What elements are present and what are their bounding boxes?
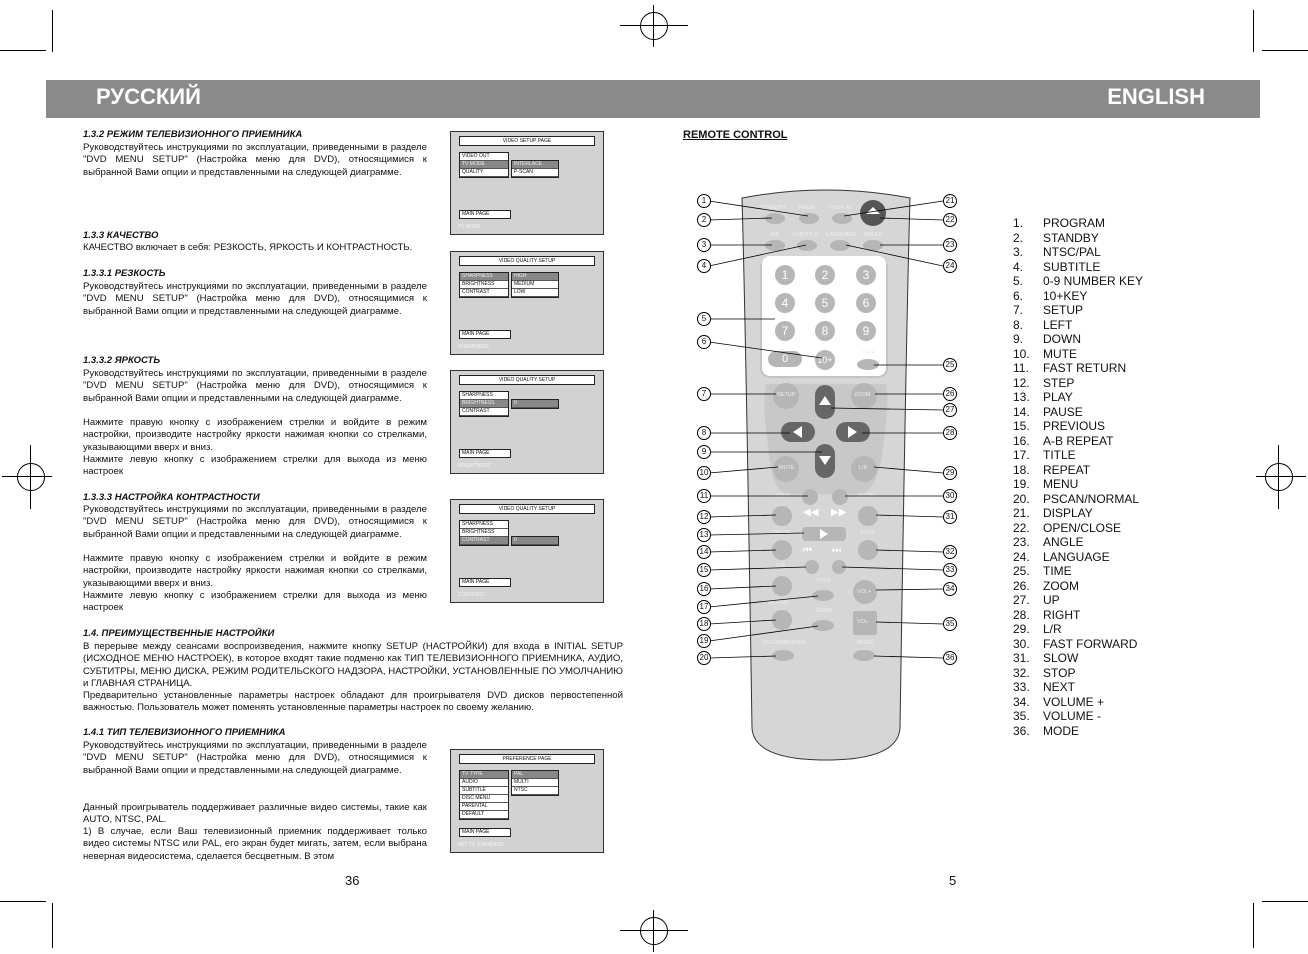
legend-number: 27. [1013, 593, 1030, 607]
section-text: Руководствуйтесь инструкциями по эксплуатации, приведенными в разделе "DVD MENU SETUP" (Настройка меню для DVD), относящимися к выбранной Вами опции и представленными на следующей диаграмме. [83, 142, 427, 178]
legend-item [1013, 419, 1143, 434]
legend-text: 0-9 NUMBER KEY [1043, 274, 1144, 288]
section-title: 1.4. ПРЕИМУЩЕСТВЕННЫЕ НАСТРОЙКИ [83, 628, 275, 639]
legend-item [1013, 245, 1143, 260]
mute-label: MUTE [779, 465, 795, 471]
legend-item [1013, 593, 1143, 608]
legend-number: 21. [1013, 506, 1030, 520]
legend-text: MUTE [1043, 346, 1077, 361]
legend-text: FAST FORWARD [1043, 636, 1138, 651]
pscan-label: PSCAN/NORMAL [763, 640, 808, 646]
section-text: В перерыве между сеансами воспроизведения, нажмите кнопку SETUP (НАСТРОЙКИ) для входа в INITIAL SETUP (ИСХОДНОЕ МЕНЮ НАСТРОЕК), в которое входят такие подменю как ТИП ТЕЛЕВИЗИОННОГО ПРИЕМНИКА, АУДИО, СУБТИТРЫ, МЕНЮ ДИСКА, РЕЖИМ РОДИТЕЛЬСКОГО НАДЗОРА, НАСТРОЙКИ, УСТАНОВЛЕННЫЕ ПО УМОЛЧАНИЮ и ГЛАВНАЯ СТРАНИЦА. [83, 641, 623, 689]
legend-item [1013, 564, 1143, 579]
number-key-2[interactable]: 2 [815, 265, 835, 285]
callout-17: 17 [697, 600, 711, 614]
title-label: TITLE [816, 578, 831, 584]
legend-number: 13. [1013, 390, 1030, 404]
menu-item: CONTRAST [460, 289, 508, 297]
pause-label: PAUSE [773, 530, 792, 536]
legend-text: STOP [1043, 665, 1076, 680]
legend-text: PROGRAM [1043, 216, 1106, 230]
legend-item [1013, 347, 1143, 362]
menu-item: BRIGHTNESS [460, 529, 508, 537]
menu-option: LOW [512, 289, 558, 297]
section-text: Нажмите левую кнопку с изображением стрелки для выхода из меню настроек [83, 590, 427, 614]
section-text: Нажмите левую кнопку с изображением стрелки для выхода из меню настроек [83, 454, 427, 478]
legend-text: ANGLE [1043, 535, 1084, 549]
callout-34: 34 [943, 582, 957, 596]
menu-status: BRIGHTNESS [458, 463, 491, 469]
menu-option: 0 [512, 400, 558, 408]
callout-2: 2 [697, 213, 711, 227]
callout-6: 6 [697, 335, 711, 349]
legend-item [1013, 303, 1143, 318]
legend-number: 24. [1013, 549, 1030, 564]
legend-item [1013, 361, 1143, 376]
legend-number: 23. [1013, 535, 1030, 549]
section-text: Руководствуйтесь инструкциями по эксплуатации, приведенными в разделе "DVD MENU SETUP" (Настройка меню для DVD), относящимися к выбранной Вами опции и представленными на следующей диаграмме. [83, 281, 427, 317]
menu-status: TV MODE [458, 224, 481, 230]
menu-option: PAL [512, 771, 558, 779]
menu-option: 0 [512, 537, 558, 545]
subtitle-label: SUBTITLE [792, 232, 819, 238]
mode-label: MODE [857, 640, 874, 646]
number-key-5[interactable]: 5 [815, 293, 835, 313]
step-label: STEP [775, 493, 790, 499]
legend-number: 26. [1013, 578, 1030, 593]
callout-22: 22 [943, 213, 957, 227]
menu-option: NTSC [512, 787, 558, 795]
display-label: DISPLAY [830, 205, 853, 211]
legend-item [1013, 332, 1143, 347]
callout-19: 19 [697, 634, 711, 648]
legend-number: 6. [1013, 288, 1024, 303]
section-text: Данный проигрыватель поддерживает различные видео системы, такие как AUTO, NTSC, PAL. [83, 802, 427, 826]
menu-item: TV MODE [460, 161, 508, 169]
legend-number: 31. [1013, 651, 1030, 665]
callout-16: 16 [697, 582, 711, 596]
menu-item: CONTRAST [460, 537, 508, 545]
legend-text: PAUSE [1043, 404, 1083, 419]
legend-text: NTSC/PAL [1043, 245, 1101, 259]
legend-text: TIME [1043, 564, 1072, 578]
stop-label: STOP [860, 530, 875, 536]
legend-item [1013, 709, 1143, 724]
callout-18: 18 [697, 617, 711, 631]
legend-number: 36. [1013, 723, 1030, 738]
legend-item [1013, 506, 1143, 521]
legend-number: 11. [1013, 361, 1029, 375]
callout-25: 25 [943, 358, 957, 372]
legend-number: 25. [1013, 564, 1030, 578]
section-text: Предварительно установленные параметры настроек обладают для проигрывателя DVD дисков первостепенной важностью. Пользователь может поменять установленные параметры настроек по своему желанию. [83, 690, 623, 714]
menu-item: CONTRAST [460, 408, 508, 416]
standby-label: STANDBY [761, 205, 787, 211]
ab-label: A-B [776, 563, 786, 569]
slow-label: SLOW [858, 493, 875, 499]
callout-11: 11 [697, 489, 711, 503]
menu-item: DEFAULT [460, 811, 508, 819]
legend-number: 30. [1013, 636, 1030, 651]
legend-item [1013, 666, 1143, 681]
legend-text: DISPLAY [1043, 506, 1093, 520]
callout-26: 26 [943, 387, 957, 401]
legend-text: SUBTITLE [1043, 259, 1101, 274]
menu-item: BRIGHTNESS [460, 281, 508, 289]
legend-number: 32. [1013, 665, 1030, 680]
menu-item: QUALITY [460, 169, 508, 177]
section-title: 1.3.3.3 НАСТРОЙКА КОНТРАСТНОСТИ [83, 492, 260, 503]
legend-number: 20. [1013, 491, 1030, 506]
legend-item [1013, 637, 1143, 652]
menu-item: BRIGHTNESS [460, 400, 508, 408]
legend-number: 14. [1013, 404, 1030, 419]
callout-20: 20 [697, 651, 711, 665]
repeat-label: REPEAT [768, 600, 790, 606]
callout-27: 27 [943, 403, 957, 417]
legend-text: MENU [1043, 477, 1079, 491]
legend-item [1013, 376, 1143, 391]
legend-item [1013, 216, 1143, 231]
callout-13: 13 [697, 528, 711, 542]
legend-item [1013, 477, 1143, 492]
menu-option: MEDIUM [512, 281, 558, 289]
legend-item [1013, 550, 1143, 565]
legend-text: REPEAT [1043, 462, 1091, 477]
legend-item [1013, 492, 1143, 507]
legend-item [1013, 231, 1143, 246]
callout-35: 35 [943, 617, 957, 631]
callout-33: 33 [943, 563, 957, 577]
menu-item: SUBTITLE [460, 787, 508, 795]
callout-8: 8 [697, 426, 711, 440]
section-title: 1.3.3 КАЧЕСТВО [83, 230, 159, 241]
menu-status: SHARPNESS [458, 344, 489, 350]
legend-number: 34. [1013, 694, 1030, 709]
fast-return-icon: ◀◀ [803, 507, 819, 518]
legend-number: 15. [1013, 419, 1030, 433]
legend-item [1013, 405, 1143, 420]
legend-number: 2. [1013, 230, 1024, 245]
page-number: 36 [345, 873, 360, 888]
callout-4: 4 [697, 259, 711, 273]
callout-12: 12 [697, 510, 711, 524]
angle-label: ANGLE [864, 232, 883, 238]
legend-text: PSCAN/NORMAL [1043, 491, 1140, 506]
legend-text: STEP [1043, 375, 1075, 390]
legend-number: 8. [1013, 317, 1024, 332]
legend-item [1013, 579, 1143, 594]
legend-number: 33. [1013, 680, 1030, 694]
menu-item: SHARPNESS [460, 521, 508, 529]
menu-status: SET TV STANDARD [458, 842, 504, 848]
callout-9: 9 [697, 445, 711, 459]
prog-label: PROG [799, 205, 816, 211]
legend-number: 1. [1013, 216, 1024, 230]
section-text: Руководствуйтесь инструкциями по эксплуатации, приведенными в разделе "DVD MENU SETUP" (Настройка меню для DVD), относящимися к выбранной Вами опции и представленными на следующей диаграмме. [83, 740, 427, 776]
legend-number: 29. [1013, 622, 1030, 636]
legend-item [1013, 680, 1143, 695]
legend-number: 17. [1013, 448, 1030, 462]
legend-item [1013, 724, 1143, 739]
legend-text: FAST RETURN [1043, 361, 1127, 375]
menu-item: TV TYPE [460, 771, 508, 779]
legend-text: 10+KEY [1043, 288, 1088, 303]
callout-10: 10 [697, 466, 711, 480]
menu-item: VIDEO OUT [460, 153, 508, 161]
callout-21: 21 [943, 194, 957, 208]
page-number: 5 [949, 873, 957, 888]
legend-number: 9. [1013, 332, 1024, 346]
section-text: КАЧЕСТВО включает в себя: РЕЗКОСТЬ, ЯРКОСТЬ И КОНТРАСТНОСТЬ. [83, 242, 413, 253]
legend-text: RIGHT [1043, 607, 1081, 622]
next-icon: ⏭ [832, 545, 841, 556]
menu-footer: MAIN PAGE [459, 828, 511, 837]
legend-number: 28. [1013, 607, 1030, 622]
fast-forward-icon: ▶▶ [831, 507, 847, 518]
menu-footer: MAIN PAGE [459, 210, 511, 219]
legend-number: 12. [1013, 375, 1030, 390]
language-label-english: ENGLISH [1107, 84, 1205, 109]
callout-24: 24 [943, 259, 957, 273]
callout-36: 36 [943, 651, 957, 665]
legend-number: 22. [1013, 520, 1030, 535]
legend-number: 19. [1013, 477, 1030, 491]
legend-number: 10. [1013, 346, 1030, 361]
language-label: LANGUAGE [826, 232, 857, 238]
legend-text: MODE [1043, 723, 1079, 738]
callout-28: 28 [943, 426, 957, 440]
menu-status: CONTRAST [458, 592, 486, 598]
legend-text: ZOOM [1043, 578, 1079, 593]
number-key-9[interactable]: 9 [856, 321, 876, 341]
previous-icon: ⏮ [803, 545, 812, 556]
callout-15: 15 [697, 563, 711, 577]
legend-item [1013, 651, 1143, 666]
legend-item [1013, 695, 1143, 710]
number-key-8[interactable]: 8 [815, 321, 835, 341]
callout-1: 1 [697, 194, 711, 208]
legend-text: NEXT [1043, 680, 1076, 694]
number-key-1[interactable]: 1 [775, 265, 795, 285]
callout-7: 7 [697, 387, 711, 401]
legend-text: PREVIOUS [1043, 419, 1106, 433]
section-title: 1.3.3.2 ЯРКОСТЬ [83, 355, 161, 366]
section-title: 1.4.1 ТИП ТЕЛЕВИЗИОННОГО ПРИЕМНИКА [83, 727, 286, 738]
legend-text: L/R [1043, 622, 1062, 636]
zoom-label: ZOOM [854, 392, 871, 398]
legend-item [1013, 608, 1143, 623]
remote-control-heading: REMOTE CONTROL [683, 129, 788, 141]
legend-item [1013, 274, 1143, 289]
lr-label: L/R [859, 465, 868, 471]
legend-number: 16. [1013, 433, 1030, 448]
volume-down-label: VOL- [857, 619, 870, 625]
menu-footer: MAIN PAGE [459, 330, 511, 339]
number-key-0[interactable]: 0 [768, 351, 802, 367]
menu-title: VIDEO QUALITY SETUP [459, 256, 595, 266]
legend-text: VOLUME - [1043, 709, 1102, 723]
legend-text: UP [1043, 593, 1060, 607]
callout-5: 5 [697, 312, 711, 326]
legend-number: 5. [1013, 274, 1024, 288]
callout-29: 29 [943, 466, 957, 480]
section-text: Нажмите правую кнопку с изображением стрелки и войдите в режим настройки, производите настройку яркости нажимая кнопки со стрелками, указывающими вверх и вниз. [83, 553, 427, 589]
legend-item [1013, 434, 1143, 449]
menu-footer: MAIN PAGE [459, 578, 511, 587]
number-key-6[interactable]: 6 [856, 293, 876, 313]
legend-number: 3. [1013, 245, 1024, 259]
menu-item: SHARPNESS [460, 273, 508, 281]
callout-31: 31 [943, 510, 957, 524]
legend-item [1013, 318, 1143, 333]
legend-text: SETUP [1043, 303, 1084, 317]
callout-14: 14 [697, 545, 711, 559]
legend-item [1013, 463, 1143, 478]
section-title: 1.3.3.1 РЕЗКОСТЬ [83, 268, 166, 279]
menu-title: VIDEO QUALITY SETUP [459, 504, 595, 514]
menu-item: SHARPNESS [460, 392, 508, 400]
legend-text: VOLUME + [1043, 694, 1105, 709]
legend-item [1013, 448, 1143, 463]
number-key-7[interactable]: 7 [775, 321, 795, 341]
legend-text: OPEN/CLOSE [1043, 520, 1122, 535]
legend-text: SLOW [1043, 651, 1079, 665]
menu-item: PARENTAL [460, 803, 508, 811]
menu-footer: MAIN PAGE [459, 449, 511, 458]
callout-30: 30 [943, 489, 957, 503]
menu-title: PREFERENCE PAGE [459, 754, 595, 764]
legend-item [1013, 390, 1143, 405]
menu-title: VIDEO QUALITY SETUP [459, 375, 595, 385]
time-label: TIME [862, 350, 876, 356]
legend-text: STANDBY [1043, 230, 1099, 245]
section-text: 1) В случае, если Ваш телевизионный приемник поддерживает только видео системы NTSC или PAL, его экран будет мигать, затем, если выбрана неверная видеосистема, сделается бесцветным. В этом [83, 826, 427, 862]
legend-text: TITLE [1043, 448, 1076, 462]
legend-item [1013, 521, 1143, 536]
legend-item [1013, 622, 1143, 637]
menu-title: VIDEO SETUP PAGE [459, 136, 595, 146]
menu-item: DISC MENU [460, 795, 508, 803]
legend-text: A-B REPEAT [1043, 433, 1114, 448]
legend-text: PLAY [1043, 390, 1073, 404]
volume-up-label: VOL+ [857, 589, 872, 595]
np-label: N/P [770, 232, 780, 238]
number-key-4[interactable]: 4 [775, 293, 795, 313]
language-label-russian: РУССКИЙ [96, 84, 201, 109]
legend-number: 7. [1013, 303, 1024, 317]
menu-option: P-SCAN [512, 169, 558, 177]
callout-23: 23 [943, 238, 957, 252]
legend-item [1013, 260, 1143, 275]
legend-text: DOWN [1043, 332, 1081, 346]
menu-item: AUDIO [460, 779, 508, 787]
legend-item [1013, 535, 1143, 550]
section-text: Руководствуйтесь инструкциями по эксплуатации, приведенными в разделе "DVD MENU SETUP" (Настройка меню для DVD), относящимися к выбранной Вами опции и представленными на следующей диаграмме. [83, 368, 427, 404]
legend-text: LEFT [1043, 317, 1073, 332]
legend-number: 35. [1013, 709, 1030, 723]
section-text: Руководствуйтесь инструкциями по эксплуатации, приведенными в разделе "DVD MENU SETUP" (Настройка меню для DVD), относящимися к выбранной Вами опции и представленными на следующей диаграмме. [83, 504, 427, 540]
callout-3: 3 [697, 238, 711, 252]
menu-option: HIGH [512, 273, 558, 281]
section-text: Нажмите правую кнопку с изображением стрелки и войдите в режим настройки, производите настройку яркости нажимая кнопки со стрелками, указывающими вверх и вниз. [83, 417, 427, 453]
section-title: 1.3.2 РЕЖИМ ТЕЛЕВИЗИОННОГО ПРИЕМНИКА [83, 129, 303, 140]
legend-number: 4. [1013, 259, 1024, 274]
menu-option: MULTI [512, 779, 558, 787]
callout-32: 32 [943, 545, 957, 559]
menu-label: MENU [816, 608, 833, 614]
legend-number: 18. [1013, 462, 1030, 477]
legend-text: LANGUAGE [1043, 549, 1110, 564]
ten-plus-key[interactable]: 10+ [815, 350, 835, 370]
number-key-3[interactable]: 3 [856, 265, 876, 285]
legend-item [1013, 289, 1143, 304]
remote-legend-list [1013, 216, 1143, 738]
menu-option: INTERLACE [512, 161, 558, 169]
setup-label: SETUP [777, 392, 796, 398]
